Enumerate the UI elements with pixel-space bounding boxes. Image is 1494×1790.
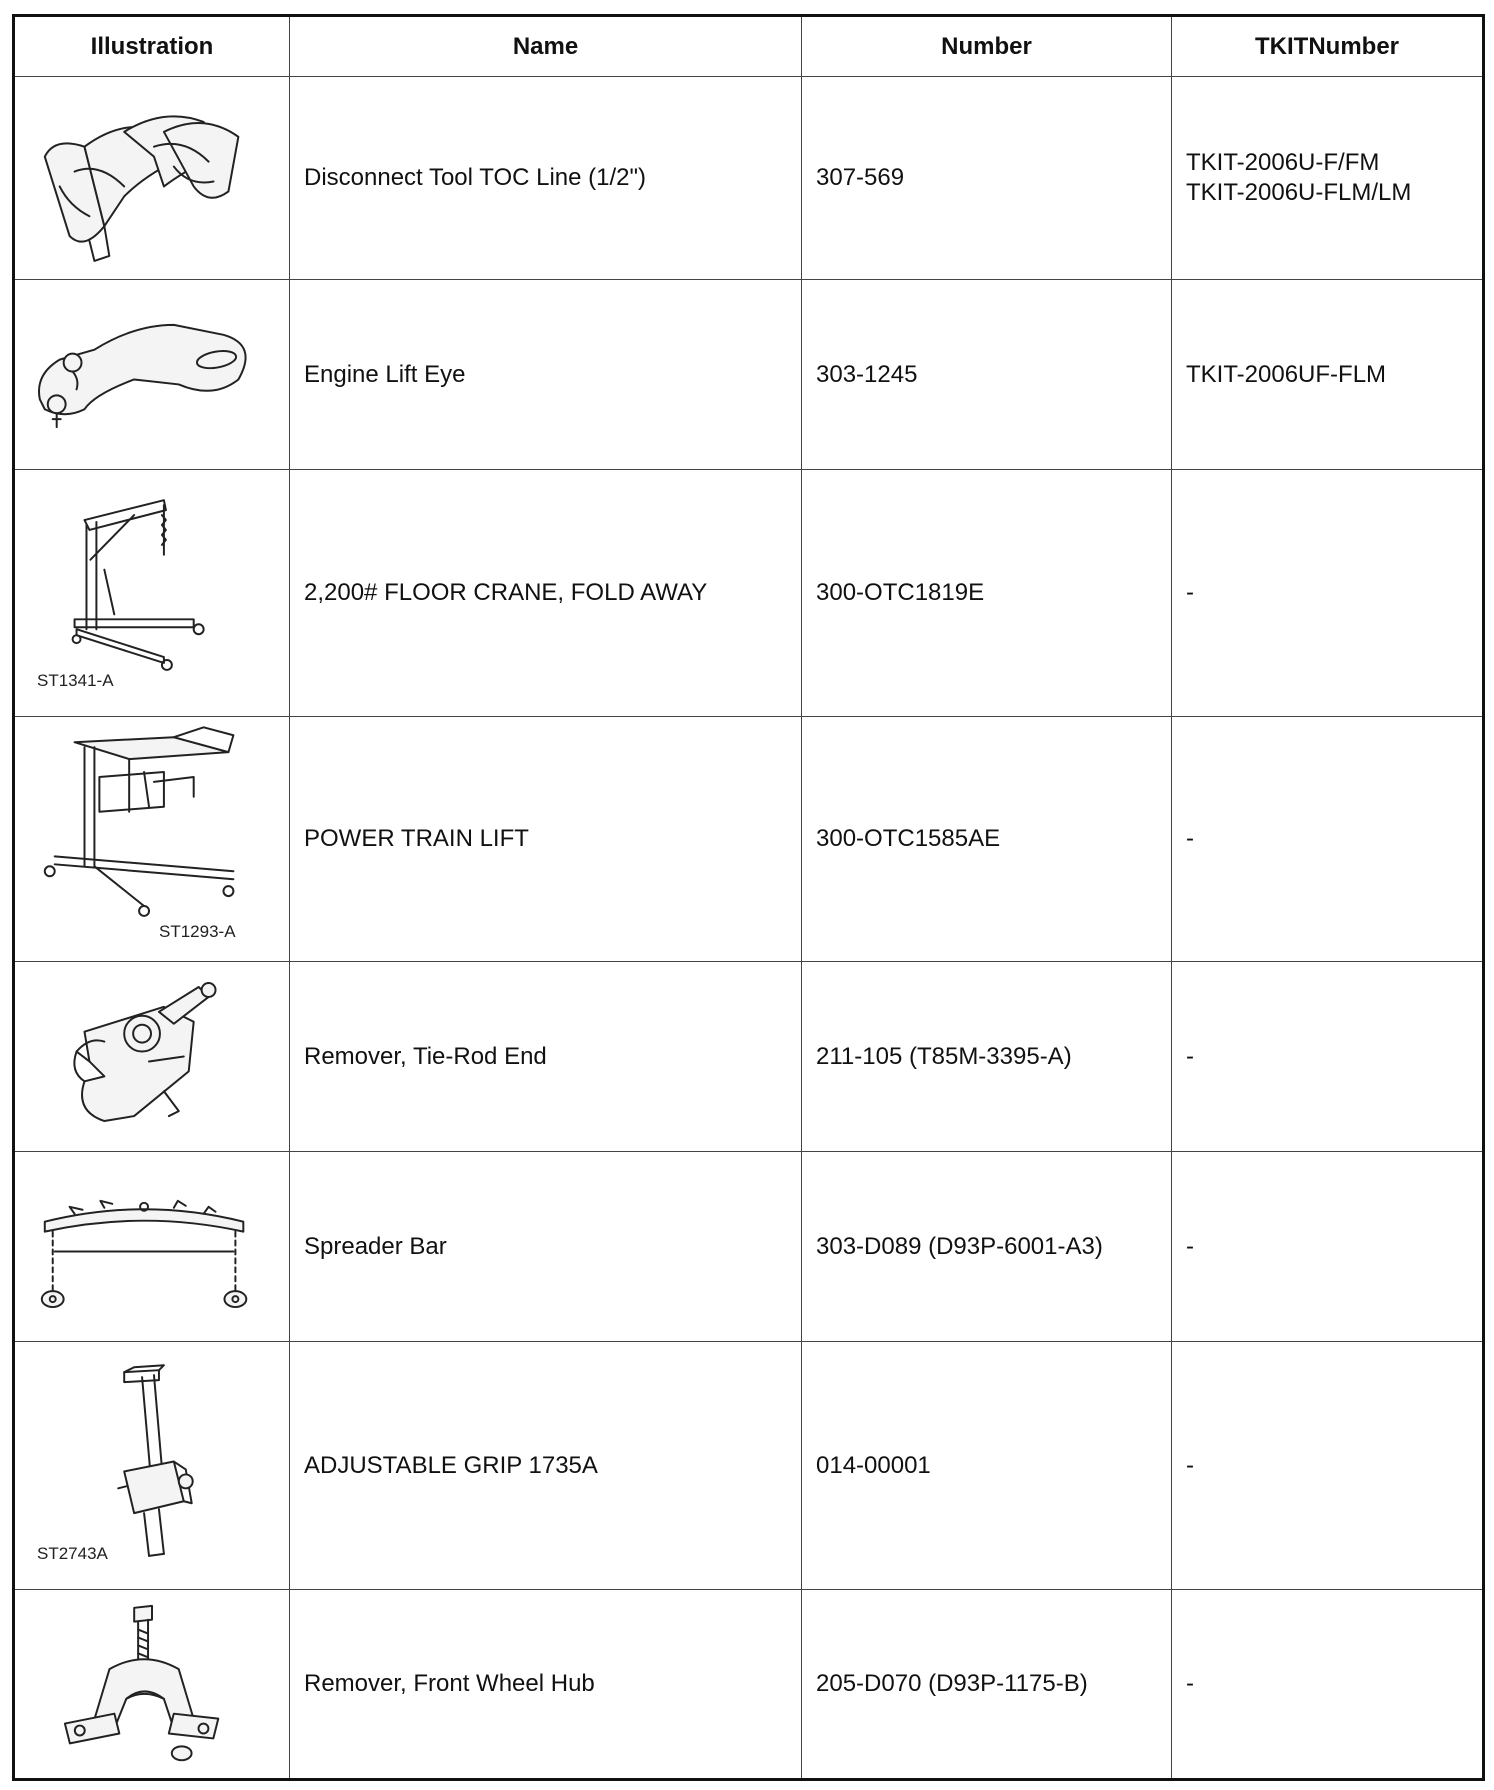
tkit-number: [1172, 962, 1484, 1152]
tkit-number: [1172, 77, 1484, 280]
tool-number: 014-00001: [802, 1342, 1172, 1590]
illustration-cell: [14, 280, 290, 470]
tkit-line: -: [1186, 1451, 1194, 1479]
table-row: [14, 280, 1484, 470]
tool-name: Disconnect Tool TOC Line (1/2"): [290, 77, 802, 280]
front-wheel-hub-remover-icon: [15, 1590, 289, 1778]
table-row: [14, 470, 1484, 717]
illustration-cell: [14, 1342, 290, 1590]
tool-number: 211-105 (T85M-3395-A): [802, 962, 1172, 1152]
figure-code: ST2743A: [37, 1544, 108, 1563]
tkit-line: TKIT-2006UF-FLM: [1186, 360, 1387, 388]
tool-number: 205-D070 (D93P-1175-B): [802, 1590, 1172, 1780]
tkit-number: [1172, 717, 1484, 962]
table-row: [14, 1152, 1484, 1342]
special-tools-table: [12, 14, 1485, 1781]
table-row: [14, 77, 1484, 280]
tkit-number: [1172, 1590, 1484, 1780]
tool-number: 307-569: [802, 77, 1172, 280]
tool-name: Remover, Front Wheel Hub: [290, 1590, 802, 1780]
table-row: [14, 1342, 1484, 1590]
header-row: [14, 16, 1484, 77]
tool-name: Remover, Tie-Rod End: [290, 962, 802, 1152]
tkit-number: [1172, 1342, 1484, 1590]
tool-name: Engine Lift Eye: [290, 280, 802, 470]
tkit-line: -: [1186, 1670, 1194, 1697]
tkit-line: TKIT-2006U-FLM/LM: [1186, 179, 1412, 206]
tkit-line: -: [1186, 1232, 1194, 1260]
tool-number: 303-1245: [802, 280, 1172, 470]
tool-name: Spreader Bar: [290, 1152, 802, 1342]
illustration-cell: [14, 77, 290, 280]
table-row: [14, 1590, 1484, 1780]
figure-code: ST1293-A: [159, 922, 236, 941]
power-train-lift-icon: [15, 717, 289, 961]
tkit-number: [1172, 1152, 1484, 1342]
engine-lift-eye-icon: [15, 280, 289, 469]
illustration-cell: [14, 470, 290, 717]
tool-number: 303-D089 (D93P-6001-A3): [802, 1152, 1172, 1342]
header-tkit-number: TKITNumber: [1172, 16, 1484, 77]
tkit-number: [1172, 470, 1484, 717]
tkit-line: -: [1186, 1042, 1194, 1070]
header-illustration: Illustration: [14, 16, 290, 77]
spreader-bar-icon: [15, 1152, 289, 1341]
illustration-cell: [14, 962, 290, 1152]
table-row: [14, 962, 1484, 1152]
illustration-cell: [14, 1152, 290, 1342]
illustration-cell: [14, 717, 290, 962]
illustration-cell: [14, 1590, 290, 1780]
toc-line-disconnect-tool-icon: [15, 77, 289, 279]
tool-number: 300-OTC1585AE: [802, 717, 1172, 962]
tkit-line: -: [1186, 825, 1194, 852]
tkit-number: [1172, 280, 1484, 470]
table-row: [14, 717, 1484, 962]
header-number: Number: [802, 16, 1172, 77]
tool-name: 2,200# FLOOR CRANE, FOLD AWAY: [290, 470, 802, 717]
header-name: Name: [290, 16, 802, 77]
figure-code: ST1341-A: [37, 671, 114, 690]
tool-name: POWER TRAIN LIFT: [290, 717, 802, 962]
tkit-line: -: [1186, 579, 1194, 606]
tkit-line: TKIT-2006U-F/FM: [1186, 149, 1380, 176]
tool-number: 300-OTC1819E: [802, 470, 1172, 717]
tie-rod-end-remover-icon: [15, 962, 289, 1151]
tool-name: ADJUSTABLE GRIP 1735A: [290, 1342, 802, 1590]
